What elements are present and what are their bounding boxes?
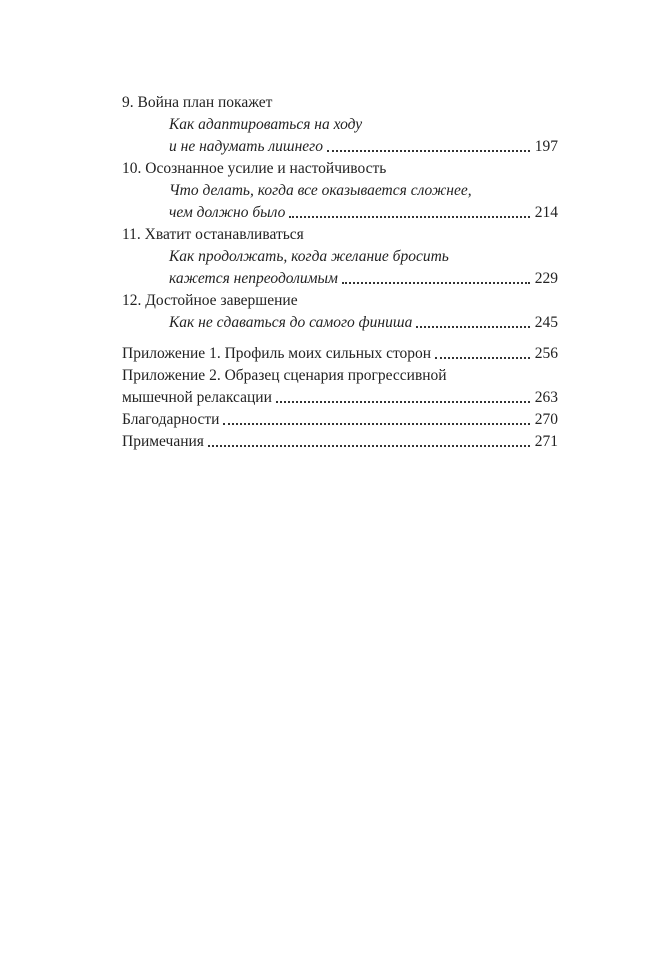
toc-notes (122, 431, 558, 453)
toc-chapter-9-title (122, 92, 558, 114)
page-number: 256 (534, 345, 558, 362)
chapter-subtitle: Как продолжать, когда желание бросить (169, 248, 449, 265)
chapter-subtitle: Что делать, когда все оказывается сложнее, (169, 182, 472, 199)
toc-chapter-12-title (122, 290, 558, 312)
toc-chapter-9-subtitle-line2 (122, 136, 558, 158)
dot-leader (208, 444, 530, 447)
toc-appendix-1 (122, 343, 558, 365)
section-title: Примечания (122, 433, 204, 450)
chapter-subtitle: чем должно было (169, 204, 286, 221)
appendix-title: Приложение 1. Профиль моих сильных сторон (122, 345, 432, 362)
page-number: 197 (534, 138, 558, 155)
chapter-title: 10. Осознанное усилие и настойчивость (122, 160, 387, 177)
chapter-title: 9. Война план покажет (122, 94, 273, 111)
table-of-contents (122, 92, 558, 453)
dot-leader (416, 325, 530, 328)
chapter-subtitle: кажется непреодолимым (169, 270, 338, 287)
toc-chapter-11-subtitle-line1 (122, 246, 558, 268)
toc-chapter-9-subtitle-line1 (122, 114, 558, 136)
page-number: 271 (534, 433, 558, 450)
chapter-subtitle: Как не сдаваться до самого финиша (169, 314, 413, 331)
toc-chapter-10-subtitle-line1 (122, 180, 558, 202)
chapter-subtitle: Как адаптироваться на ходу (169, 116, 363, 133)
chapter-title: 12. Достойное завершение (122, 292, 298, 309)
dot-leader (327, 149, 530, 152)
dot-leader (435, 356, 530, 359)
dot-leader (342, 281, 530, 284)
page-number: 245 (534, 314, 558, 331)
appendix-title-cont-text: мышечной релаксации (122, 389, 272, 406)
toc-appendix-2-title (122, 365, 558, 387)
page-number: 263 (534, 389, 558, 406)
toc-acknowledgements (122, 409, 558, 431)
page-number: 270 (534, 411, 558, 428)
toc-chapter-11-subtitle-line2 (122, 268, 558, 290)
section-title: Благодарности (122, 411, 220, 428)
dot-leader (276, 400, 530, 403)
chapter-subtitle: и не надумать лишнего (169, 138, 323, 155)
dot-leader (289, 215, 530, 218)
appendix-title: Приложение 2. Образец сценария прогрессивной (122, 367, 447, 384)
chapter-title: 11. Хватит останавливаться (122, 226, 304, 243)
toc-appendix-2-continuation (122, 387, 558, 409)
toc-chapter-10-title (122, 158, 558, 180)
page-number: 229 (534, 270, 558, 287)
page-number: 214 (534, 204, 558, 221)
toc-chapter-12-subtitle-line1 (122, 312, 558, 334)
toc-chapter-11-title (122, 224, 558, 246)
dot-leader (223, 422, 530, 425)
toc-chapter-10-subtitle-line2 (122, 202, 558, 224)
